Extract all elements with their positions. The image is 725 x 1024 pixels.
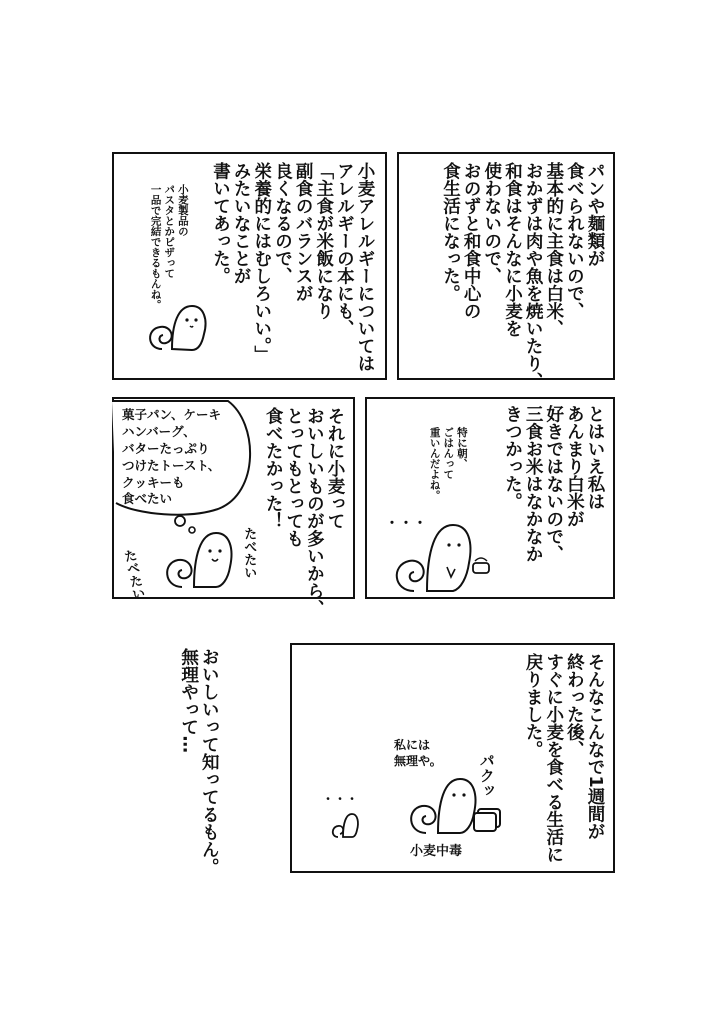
panel-5 [290,643,615,873]
panel-3 [365,397,615,599]
thought-bubble-text: 菓子パン、ケーキ ハンバーグ、 バターたっぷり つけたトースト、 クッキーも 食べたい [122,407,222,507]
panel-5-narration: そんなこんなで1週間が 終わった後、 すぐに小麦を食べる生活に 戻りました。 [523,653,605,863]
panel-2-aside: 小麦製品の パスタとかピザって 一品で完結できるもんね。 [149,184,189,310]
panel-5-speech: 私には 無理や。 [394,738,442,769]
panel-3-narration: とはいえ私は あんまり白米が 好きではないので、 三食お米はなかなか きつかった。 [502,405,605,563]
panel-3-aside: 特に朝、 ごはんって 重いんだよね。 [428,427,468,501]
sfx-paku: パクッ [477,753,496,798]
panel-2-narration: 小麦アレルギーについては アレルギーの本にも、 「主食が米飯になり 副食のバランスが 良くなるので、 栄養的にはむしろいい。」 みたいなことが 書いてあった。 [210,162,375,372]
panel-2 [112,152,387,380]
panel-1-narration: パンや麺類が 食べられないので、 基本的に主食は白米、 おかずは肉や魚を焼いたり、 和食はそんなに小麦を 使わないので、 おのずと和食中心の 食生活になった。 [440,162,605,390]
snail-eating-bread-icon [404,763,514,843]
outside-monologue: おいしいって知ってるもん。 無理やって… [178,648,220,876]
small-snail-icon [330,809,360,841]
snail-character-icon [142,294,212,364]
panel-1 [397,152,615,390]
sfx-tabetai-1: たべたい [119,547,146,602]
panel-4 [112,397,355,617]
snail-wishing-icon [160,517,240,597]
snail-eating-rice-icon [389,511,499,601]
panel-4-narration: それに小麦って おいしいものが多いから、 とってもとっても 食べたかった！ [263,407,345,617]
panel-5-dots: ・・・ [322,792,359,806]
panel-3-dots: ・・・ [385,516,427,532]
panel-5-caption: 小麦中毒 [410,844,463,859]
sfx-tabetai-2: たべたい [241,527,257,579]
